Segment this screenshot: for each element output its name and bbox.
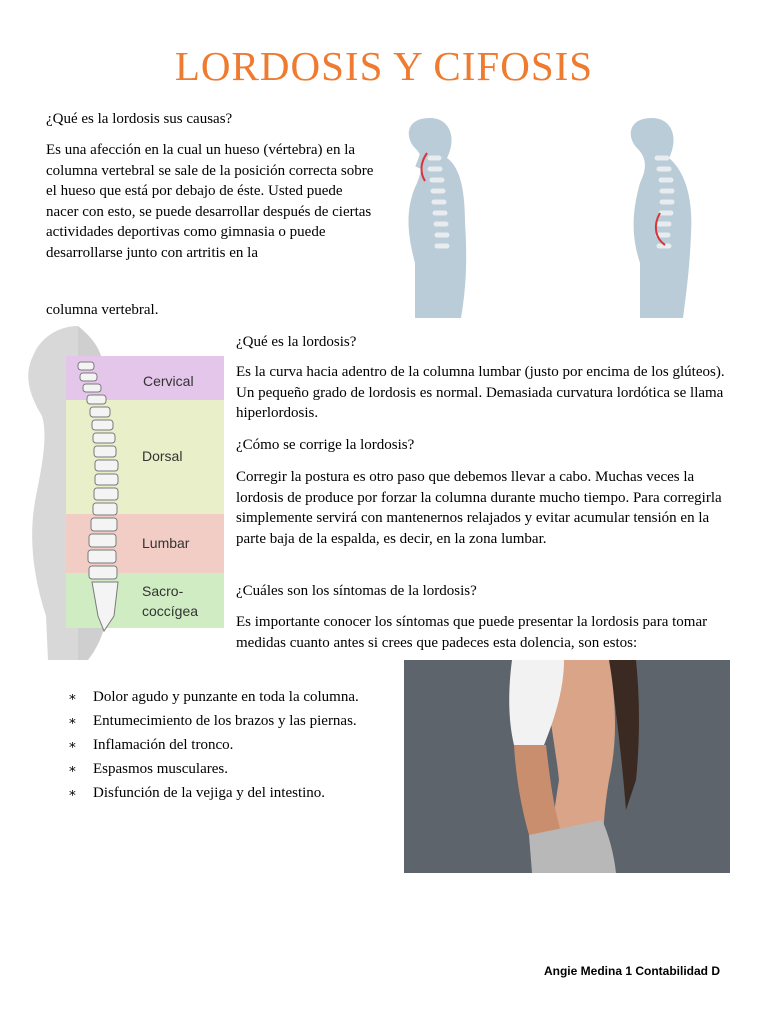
zone-label-sacro-line2: coccígea [142, 603, 199, 619]
intro-question: ¿Qué es la lordosis sus causas? [46, 111, 233, 127]
spine-regions-diagram [18, 326, 226, 660]
bullet-icon: ∗ [68, 713, 77, 728]
bullet-icon: ∗ [68, 737, 77, 752]
silhouette-right [631, 118, 692, 318]
section-question-correction: ¿Cómo se corrige la lordosis? [236, 437, 415, 453]
zone-label-lumbar: Lumbar [142, 535, 190, 551]
page-title: LORDOSIS Y CIFOSIS [174, 43, 594, 89]
zone-label-dorsal: Dorsal [142, 448, 183, 464]
list-item: ∗ Espasmos musculares. [68, 758, 388, 780]
footer-author: Angie Medina 1 Contabilidad D [543, 964, 720, 978]
section-paragraph-correction: Corregir la postura es otro paso que debemos llevar a cabo. Muchas veces la lordosis de produce por forzar la columna durante mucho tiempo. Para corregirla simplemente servirá con mantenernos relajados y evitar acumular tensión en la parte baja de la espalda, es decir, en la zona lumbar. [236, 469, 722, 547]
intro-paragraph-end: columna vertebral. [46, 302, 159, 318]
zone-label-sacro-line1: Sacro- [142, 583, 184, 599]
section-paragraph-symptoms: Es importante conocer los síntomas que puede presentar la lordosis para tomar medidas cuanto antes si crees que padeces esta dolencia, son estos: [236, 614, 708, 651]
section-question-what-is: ¿Qué es la lordosis? [236, 334, 357, 350]
bullet-icon: ∗ [68, 785, 77, 800]
silhouette-left [409, 118, 467, 318]
zone-label-cervical: Cervical [143, 373, 194, 389]
intro-paragraph: Es una afección en la cual un hueso (vértebra) en la columna vertebral se sale de la posición correcta sobre el hueso que está por debajo de éste. Usted puede nacer con esto, se puede desarrollar después de ciertas actividades deportivas como gimnasia o puede desarrollarse junto con artritis en la [46, 142, 374, 261]
list-item: ∗ Entumecimiento de los brazos y las piernas. [68, 710, 388, 732]
section-paragraph-what-is: Es la curva hacia adentro de la columna lumbar (justo por encima de los glúteos). Un pequeño grado de lordosis es normal. Demasiada curvatura lordótica se llama hiperlordosis. [236, 364, 725, 421]
list-item: ∗ Dolor agudo y punzante en toda la columna. [68, 686, 388, 708]
section-question-symptoms: ¿Cuáles son los síntomas de la lordosis? [236, 583, 477, 599]
list-item: ∗ Disfunción de la vejiga y del intestino. [68, 782, 388, 804]
zone-band-sacro [66, 573, 224, 628]
bullet-icon: ∗ [68, 689, 77, 704]
posture-illustration [375, 113, 720, 318]
symptoms-list [68, 686, 388, 806]
bullet-icon: ∗ [68, 761, 77, 776]
list-item: ∗ Inflamación del tronco. [68, 734, 388, 756]
posture-photo [404, 660, 730, 873]
